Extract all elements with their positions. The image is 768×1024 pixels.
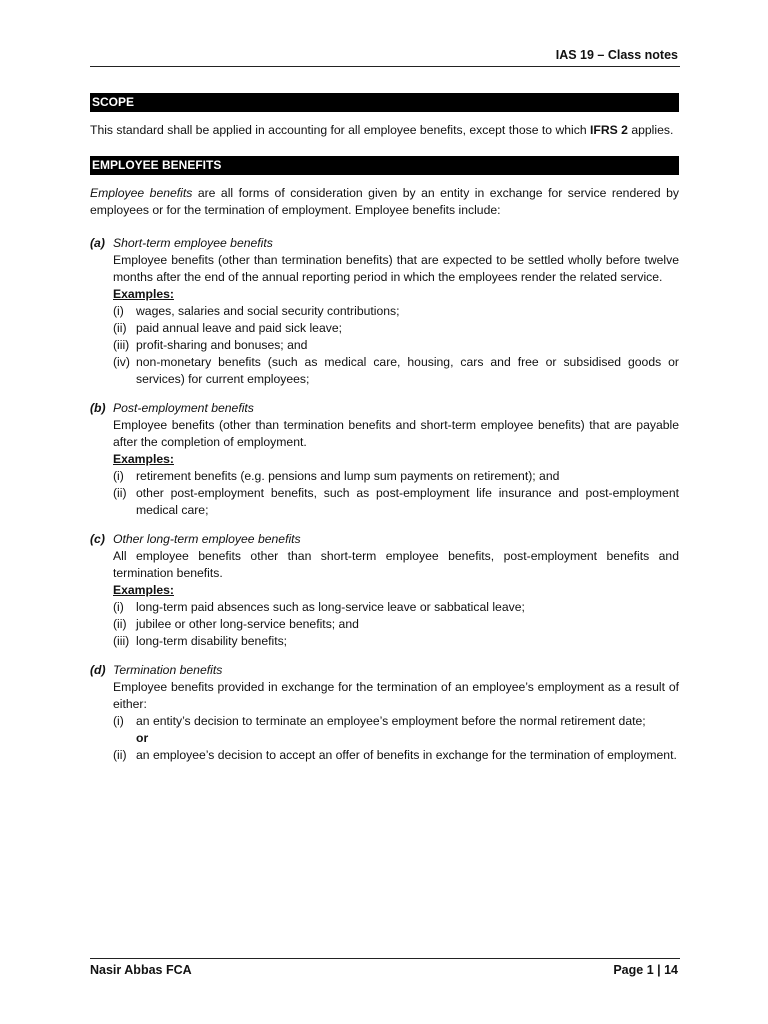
list-item-text-wrapper xyxy=(136,747,679,764)
list-item xyxy=(113,633,679,650)
category-body xyxy=(113,400,679,519)
list-item-marker: (iii) xyxy=(113,634,130,648)
scope-paragraph: This standard shall be applied in accounting for all employee benefits, except those to which IFRS 2 applies. xyxy=(90,123,674,137)
list-item-marker: (ii) xyxy=(113,486,127,500)
examples-label: Examples: xyxy=(113,452,174,466)
list-item-marker: (i) xyxy=(113,600,124,614)
list-item-text: jubilee or other long-service benefits; and xyxy=(136,617,359,631)
category-body xyxy=(113,662,679,764)
category-title: Other long-term employee benefits xyxy=(113,532,301,546)
list-item-text-wrapper xyxy=(136,468,679,485)
category-marker: (d) xyxy=(90,663,106,677)
examples-label: Examples: xyxy=(113,287,174,301)
list-item-text-wrapper xyxy=(136,320,679,337)
category-description: All employee benefits other than short-term employee benefits, post-employment benefits and termination benefits. xyxy=(113,549,679,580)
list-item xyxy=(113,599,679,616)
list-item xyxy=(113,354,679,388)
list-item xyxy=(113,713,679,747)
list-item xyxy=(113,468,679,485)
list-item-text: retirement benefits (e.g. pensions and lump sum payments on retirement); and xyxy=(136,469,560,483)
list-item-text-wrapper xyxy=(136,354,679,388)
list-item-text: paid annual leave and paid sick leave; xyxy=(136,321,342,335)
list-item xyxy=(113,303,679,320)
category-description: Employee benefits (other than termination benefits and short-term employee benefits) that are payable after the completion of employment. xyxy=(113,418,679,449)
list-item xyxy=(113,337,679,354)
category-title: Short-term employee benefits xyxy=(113,236,273,250)
page-header-title: IAS 19 – Class notes xyxy=(555,48,678,62)
benefit-category xyxy=(90,531,679,650)
category-description: Employee benefits provided in exchange for the termination of an employee’s employment as a result of either: xyxy=(113,680,679,711)
section-heading-scope: SCOPE xyxy=(90,93,679,112)
list-item-text: other post-employment benefits, such as post-employment life insurance and post-employment medical care; xyxy=(136,486,679,517)
category-description: Employee benefits (other than termination benefits) that are expected to be settled wholly before twelve months after the end of the annual reporting period in which the employees render the related service. xyxy=(113,253,679,284)
list-item xyxy=(113,320,679,337)
benefit-categories xyxy=(90,235,679,764)
benefit-category xyxy=(90,662,679,764)
list-item-text: non-monetary benefits (such as medical care, housing, cars and free or subsidised goods or services) for current employees; xyxy=(136,355,679,386)
list-item-marker: (ii) xyxy=(113,617,127,631)
benefit-category xyxy=(90,400,679,519)
list-item-marker: (i) xyxy=(113,304,124,318)
list-item-text-wrapper xyxy=(136,713,679,747)
header-rule xyxy=(90,66,680,67)
list-item-text-wrapper xyxy=(136,485,679,519)
list-item-text-wrapper xyxy=(136,337,679,354)
list-item-text: long-term paid absences such as long-service leave or sabbatical leave; xyxy=(136,600,525,614)
category-title: Termination benefits xyxy=(113,663,223,677)
list-item-marker: (iv) xyxy=(113,355,130,369)
list-item-text: an entity’s decision to terminate an employee’s employment before the normal retirement date; xyxy=(136,714,646,728)
list-item-marker: (ii) xyxy=(113,321,127,335)
list-item-marker: (ii) xyxy=(113,748,127,762)
list-item xyxy=(113,485,679,519)
list-item-text-wrapper xyxy=(136,633,679,650)
category-body xyxy=(113,531,679,650)
list-item-conjunction: or xyxy=(136,731,149,745)
footer-author: Nasir Abbas FCA xyxy=(90,963,192,977)
category-marker: (a) xyxy=(90,236,105,250)
list-item-text: long-term disability benefits; xyxy=(136,634,288,648)
list-item-text-wrapper xyxy=(136,616,679,633)
category-title: Post-employment benefits xyxy=(113,401,254,415)
footer-page-number: Page 1 | 14 xyxy=(613,963,678,977)
category-marker: (b) xyxy=(90,401,106,415)
list-item-text-wrapper xyxy=(136,303,679,320)
benefit-category xyxy=(90,235,679,388)
list-item xyxy=(113,616,679,633)
list-item-marker: (i) xyxy=(113,714,124,728)
list-item-marker: (iii) xyxy=(113,338,130,352)
list-item-text: wages, salaries and social security contributions; xyxy=(136,304,400,318)
document-body xyxy=(90,93,679,764)
list-item-text-wrapper xyxy=(136,599,679,616)
footer-rule xyxy=(90,958,680,959)
examples-label: Examples: xyxy=(113,583,174,597)
category-body xyxy=(113,235,679,388)
employee-benefits-intro: Employee benefits are all forms of consideration given by an entity in exchange for service rendered by employees or for the termination of employment. Employee benefits include: xyxy=(90,186,679,217)
category-marker: (c) xyxy=(90,532,105,546)
section-heading-employee-benefits: EMPLOYEE BENEFITS xyxy=(90,156,679,175)
list-item-marker: (i) xyxy=(113,469,124,483)
list-item-text: profit-sharing and bonuses; and xyxy=(136,338,308,352)
list-item-text: an employee’s decision to accept an offer of benefits in exchange for the termination of employment. xyxy=(136,748,677,762)
list-item xyxy=(113,747,679,764)
